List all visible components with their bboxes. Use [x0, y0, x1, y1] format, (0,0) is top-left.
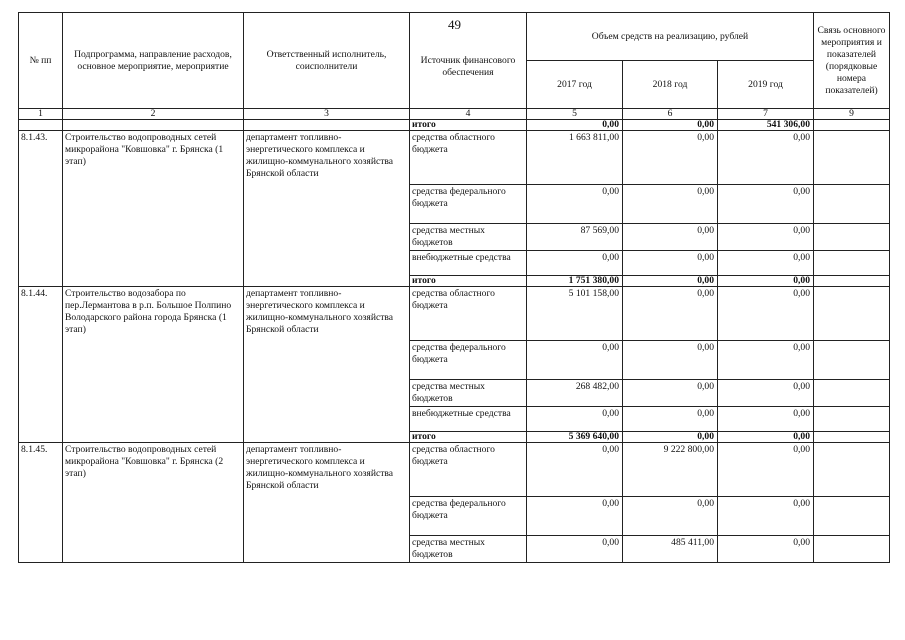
funding-source: средства федерального бюджета [410, 341, 527, 380]
value-2019: 0,00 [718, 497, 814, 536]
total-2018: 0,00 [623, 276, 718, 287]
total-label: итого [410, 276, 527, 287]
link-cell [814, 443, 890, 497]
link-cell [814, 432, 890, 443]
link-cell [814, 497, 890, 536]
value-2017: 5 101 158,00 [527, 287, 623, 341]
value-2018: 0,00 [623, 131, 718, 185]
funding-source: средства федерального бюджета [410, 185, 527, 224]
total-2019: 0,00 [718, 432, 814, 443]
column-number: 2 [63, 109, 244, 120]
item-executor: департамент топливно-энергетического комплекса и жилищно-коммунального хозяйства Брянской области [244, 131, 410, 287]
funding-source: внебюджетные средства [410, 407, 527, 432]
table-row [19, 131, 890, 185]
table-row [19, 443, 890, 497]
item-executor: департамент топливно-энергетического комплекса и жилищно-коммунального хозяйства Брянской области [244, 443, 410, 563]
total-2019: 0,00 [718, 276, 814, 287]
link-cell [814, 287, 890, 341]
budget-table [18, 12, 890, 563]
item-number: 8.1.44. [19, 287, 63, 443]
value-2017: 0,00 [527, 497, 623, 536]
header-year-2018: 2018 год [623, 61, 718, 109]
value-2019: 0,00 [718, 224, 814, 251]
header-year-2017: 2017 год [527, 61, 623, 109]
total-2017: 0,00 [527, 120, 623, 131]
value-2018: 0,00 [623, 380, 718, 407]
value-2018: 0,00 [623, 251, 718, 276]
value-2019: 0,00 [718, 185, 814, 224]
item-name: Строительство водопроводных сетей микрорайона "Ковшовка" г. Брянска (1 этап) [63, 131, 244, 287]
value-2019: 0,00 [718, 536, 814, 563]
header-executor: Ответственный исполнитель, соисполнители [244, 13, 410, 109]
value-2019: 0,00 [718, 251, 814, 276]
value-2018: 0,00 [623, 497, 718, 536]
link-cell [814, 185, 890, 224]
column-number: 4 [410, 109, 527, 120]
funding-source: средства областного бюджета [410, 287, 527, 341]
total-2019: 541 306,00 [718, 120, 814, 131]
value-2018: 0,00 [623, 224, 718, 251]
item-executor: департамент топливно-энергетического комплекса и жилищно-коммунального хозяйства Брянской области [244, 287, 410, 443]
funding-source: средства областного бюджета [410, 131, 527, 185]
column-number: 5 [527, 109, 623, 120]
value-2018: 0,00 [623, 185, 718, 224]
header-link: Связь основного мероприятия и показателей (порядковые номера показателей) [814, 13, 890, 109]
table-row [19, 287, 890, 341]
header-source: Источник финансового обеспечения [410, 13, 527, 109]
value-2019: 0,00 [718, 341, 814, 380]
link-cell [814, 224, 890, 251]
value-2017: 0,00 [527, 536, 623, 563]
value-2019: 0,00 [718, 407, 814, 432]
item-number: 8.1.43. [19, 131, 63, 287]
value-2019: 0,00 [718, 443, 814, 497]
value-2017: 0,00 [527, 341, 623, 380]
link-cell [814, 407, 890, 432]
value-2018: 0,00 [623, 407, 718, 432]
link-cell [814, 251, 890, 276]
funding-source: средства местных бюджетов [410, 380, 527, 407]
value-2017: 87 569,00 [527, 224, 623, 251]
column-numbers-row [19, 109, 890, 120]
header-subprogram: Подпрограмма, направление расходов, основное мероприятие, мероприятие [63, 13, 244, 109]
funding-source: внебюджетные средства [410, 251, 527, 276]
column-number: 1 [19, 109, 63, 120]
funding-source: средства областного бюджета [410, 443, 527, 497]
item-name: Строительство водопроводных сетей микрорайона "Ковшовка" г. Брянска (2 этап) [63, 443, 244, 563]
total-2018: 0,00 [623, 432, 718, 443]
value-2017: 0,00 [527, 185, 623, 224]
column-number: 6 [623, 109, 718, 120]
header-volume: Объем средств на реализацию, рублей [527, 13, 814, 61]
link-cell [814, 276, 890, 287]
value-2018: 9 222 800,00 [623, 443, 718, 497]
value-2017: 0,00 [527, 251, 623, 276]
value-2017: 0,00 [527, 407, 623, 432]
value-2017: 1 663 811,00 [527, 131, 623, 185]
link-cell [814, 131, 890, 185]
page-number: 49 [448, 17, 461, 32]
total-row [19, 120, 890, 131]
link-cell [814, 341, 890, 380]
value-2018: 485 411,00 [623, 536, 718, 563]
value-2019: 0,00 [718, 380, 814, 407]
total-2017: 1 751 380,00 [527, 276, 623, 287]
funding-source: средства местных бюджетов [410, 224, 527, 251]
link-cell [814, 536, 890, 563]
value-2018: 0,00 [623, 287, 718, 341]
item-name: Строительство водозабора по пер.Лермантова в р.п. Большое Полпино Володарского района города Брянска (1 этап) [63, 287, 244, 443]
total-2018: 0,00 [623, 120, 718, 131]
item-number: 8.1.45. [19, 443, 63, 563]
column-number: 9 [814, 109, 890, 120]
link-cell [814, 380, 890, 407]
funding-source: средства федерального бюджета [410, 497, 527, 536]
total-label: итого [410, 432, 527, 443]
total-label: итого [410, 120, 527, 131]
funding-source: средства местных бюджетов [410, 536, 527, 563]
column-number: 3 [244, 109, 410, 120]
value-2018: 0,00 [623, 341, 718, 380]
value-2019: 0,00 [718, 287, 814, 341]
value-2017: 0,00 [527, 443, 623, 497]
header-number: № пп [19, 13, 63, 109]
header-year-2019: 2019 год [718, 61, 814, 109]
value-2019: 0,00 [718, 131, 814, 185]
value-2017: 268 482,00 [527, 380, 623, 407]
total-2017: 5 369 640,00 [527, 432, 623, 443]
column-number: 7 [718, 109, 814, 120]
